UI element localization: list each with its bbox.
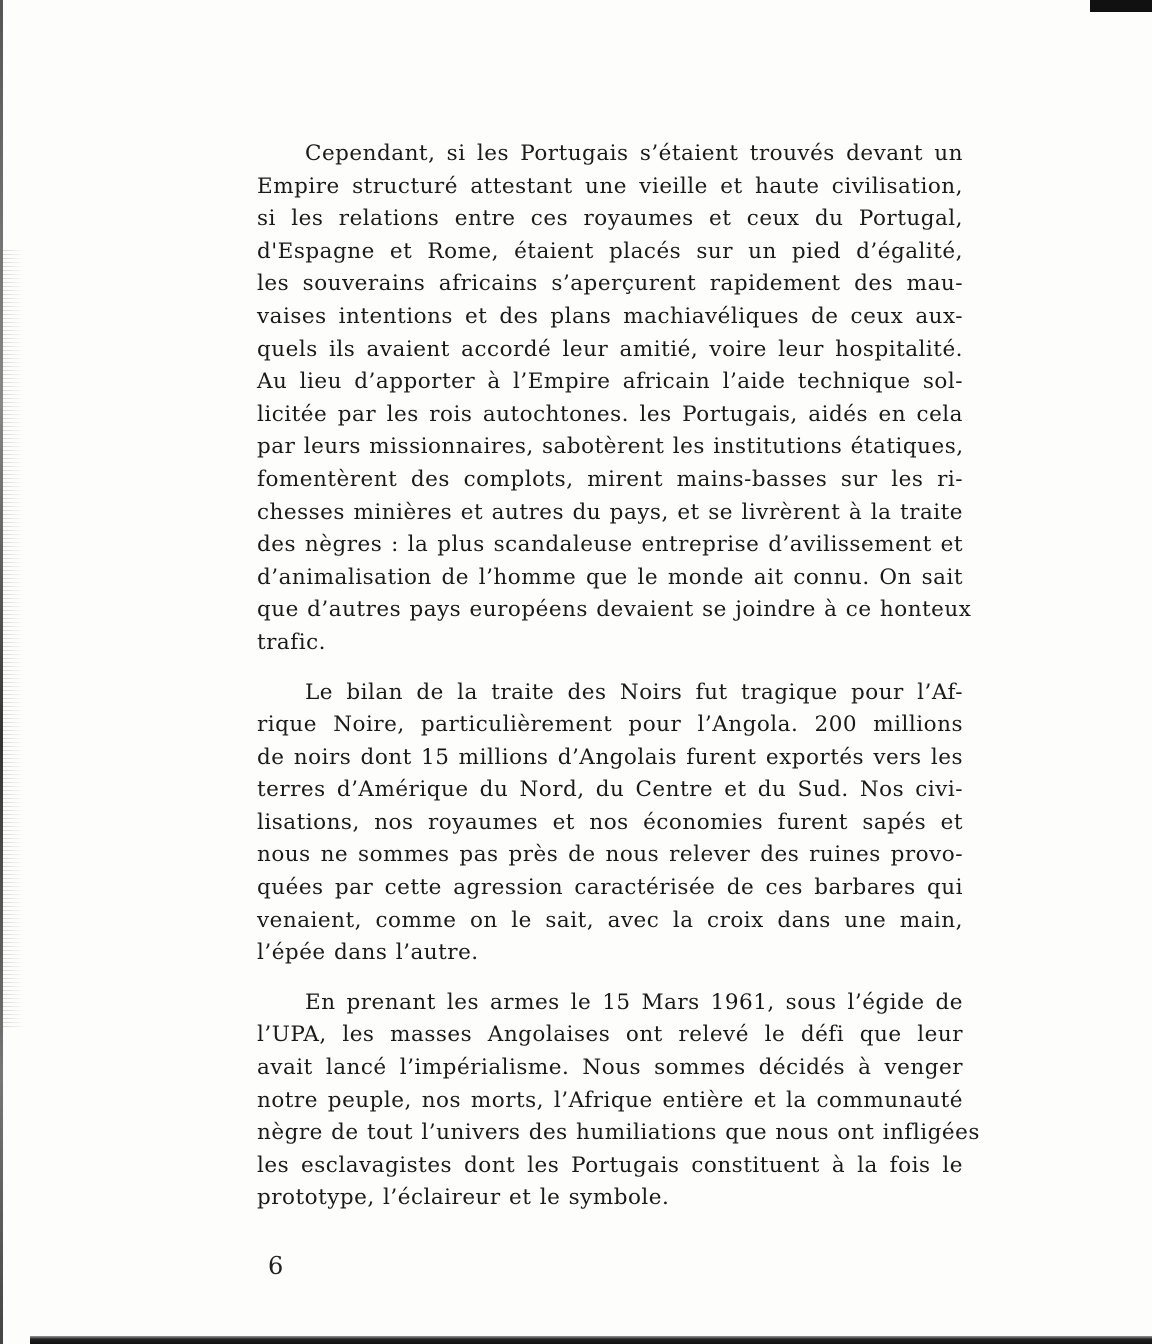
text-line: quels ils avaient accordé leur amitié, voire leur hospitalité. xyxy=(257,336,963,362)
text-line: fomentèrent des complots, mirent mains-basses sur les ri- xyxy=(257,466,963,492)
text-line: quées par cette agression caractérisée de ces barbares qui xyxy=(257,875,963,901)
text-line: Cependant, si les Portugais s’étaient trouvés devant un xyxy=(305,141,963,166)
text-line: l’UPA, les masses Angolaises ont relevé le défi que leur xyxy=(257,1022,963,1048)
paragraph-1 xyxy=(257,138,972,660)
text-line: les esclavagistes dont les Portugais constituent à la fois le xyxy=(257,1152,963,1178)
text-line: chesses minières et autres du pays, et se livrèrent à la traite xyxy=(257,499,963,525)
text-line: licitée par les rois autochtones. les Portugais, aidés en cela xyxy=(257,401,963,427)
text-line: d'Espagne et Rome, étaient placés sur un pied d’égalité, xyxy=(257,238,963,264)
text-line: l’épée dans l’autre. xyxy=(257,940,479,966)
page-number: 6 xyxy=(268,1252,284,1280)
paragraph-3 xyxy=(257,987,980,1215)
text-line: lisations, nos royaumes et nos économies furent sapés et xyxy=(257,809,963,835)
text-line: vaises intentions et des plans machiavéliques de ceux aux- xyxy=(257,303,963,329)
text-line: nous ne sommes pas près de nous relever des ruines provo- xyxy=(257,842,963,868)
scan-top-right-corner xyxy=(1090,0,1152,12)
text-line: notre peuple, nos morts, l’Afrique entière et la communauté xyxy=(257,1087,963,1113)
text-line: par leurs missionnaires, sabotèrent les institutions étatiques, xyxy=(257,434,964,460)
text-line: En prenant les armes le 15 Mars 1961, sous l’égide de xyxy=(305,989,963,1015)
text-line: d’animalisation de l’homme que le monde ait connu. On sait xyxy=(257,564,963,590)
paragraph-2 xyxy=(257,677,963,970)
text-line: prototype, l’éclaireur et le symbole. xyxy=(257,1185,670,1211)
text-line: nègre de tout l’univers des humiliations que nous ont infligées xyxy=(257,1120,980,1146)
scan-bottom-edge xyxy=(30,1336,1152,1344)
text-line: que d’autres pays européens devaient se joindre à ce honteux xyxy=(257,597,972,623)
text-line: de noirs dont 15 millions d’Angolais furent exportés vers les xyxy=(257,744,963,770)
text-line: Empire structuré attestant une vieille et haute civilisation, xyxy=(257,173,963,199)
text-line: trafic. xyxy=(257,629,326,655)
body-text xyxy=(257,138,980,1232)
text-line: avait lancé l’impérialisme. Nous sommes décidés à venger xyxy=(257,1055,963,1081)
text-line: si les relations entre ces royaumes et ceux du Portugal, xyxy=(257,206,963,232)
scan-left-speckle xyxy=(3,250,25,1030)
text-line: venaient, comme on le sait, avec la croix dans une main, xyxy=(257,907,963,933)
text-line: Le bilan de la traite des Noirs fut tragique pour l’Af- xyxy=(305,679,963,705)
text-line: terres d’Amérique du Nord, du Centre et du Sud. Nos civi- xyxy=(257,777,963,803)
text-line: rique Noire, particulièrement pour l’Angola. 200 millions xyxy=(257,712,963,738)
text-line: Au lieu d’apporter à l’Empire africain l’aide technique sol- xyxy=(257,369,963,395)
text-line: des nègres : la plus scandaleuse entreprise d’avilissement et xyxy=(257,532,963,558)
text-line: les souverains africains s’aperçurent rapidement des mau- xyxy=(257,271,963,297)
